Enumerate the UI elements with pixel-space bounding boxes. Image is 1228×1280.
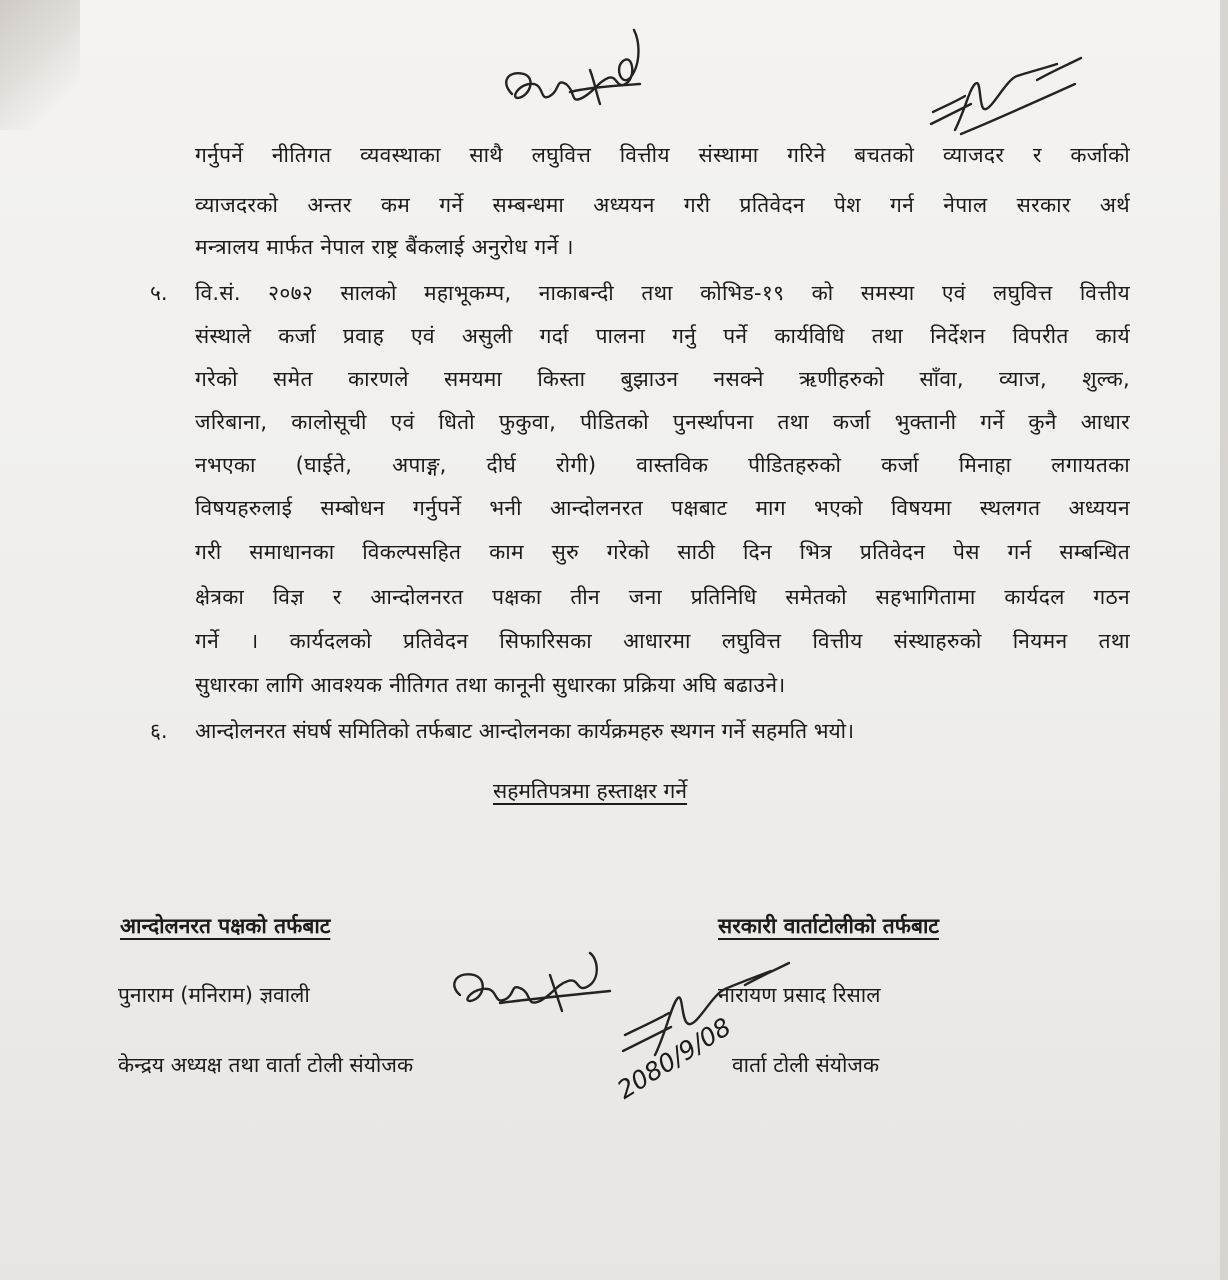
page-edge: [1220, 0, 1228, 1280]
signature-top-left: [490, 22, 660, 122]
item-line: विषयहरुलाई सम्बोधन गर्नुपर्ने भनी आन्दोलनरत पक्षबाट माग भएको विषयमा स्थलगत अध्ययन: [195, 496, 1130, 520]
item-line: जरिबाना, कालोसूची एवं धितो फुकुवा, पीडितको पुनर्स्थापना तथा कर्जा भुक्तानी गर्ने कुनै आधार: [195, 410, 1130, 434]
right-party-name: नारायण प्रसाद रिसाल: [718, 983, 881, 1007]
item-line: क्षेत्रका विज्ञ र आन्दोलनरत पक्षका तीन जना प्रतिनिधि समेतको सहभागितामा कार्यदल गठन: [195, 585, 1130, 609]
item-line: नभएका (घाईते, अपाङ्ग, दीर्घ रोगी) वास्तविक पीडितहरुको कर्जा मिनाहा लगायतका: [195, 453, 1130, 477]
item-line: सुधारका लागि आवश्यक नीतिगत तथा कानूनी सुधारका प्रक्रिया अघि बढाउने।: [195, 673, 786, 697]
right-party-title: वार्ता टोली संयोजक: [732, 1053, 880, 1077]
item-number: ६.: [150, 719, 168, 743]
paragraph-line: मन्त्रालय मार्फत नेपाल राष्ट्र बैंकलाई अनुरोध गर्ने ।: [195, 235, 574, 259]
left-party-title: केन्द्रय अध्यक्ष तथा वार्ता टोली संयोजक: [118, 1053, 414, 1077]
left-party-heading: आन्दोलनरत पक्षको तर्फबाट: [120, 914, 331, 938]
signature-left-party: [440, 945, 620, 1030]
signing-heading: सहमतिपत्रमा हस्ताक्षर गर्ने: [493, 779, 688, 803]
item-number: ५.: [150, 281, 168, 305]
item-line: वि.सं. २०७२ सालको महाभूकम्प, नाकाबन्दी तथा कोभिड-१९ को समस्या एवं लघुवित्त वित्तीय: [195, 281, 1130, 305]
item-text: आन्दोलनरत संघर्ष समितिको तर्फबाट आन्दोलनका कार्यक्रमहरु स्थगन गर्ने सहमति भयो।: [195, 719, 855, 743]
left-party-name: पुनाराम (मनिराम) ज्ञवाली: [118, 983, 310, 1007]
paragraph-line: व्याजदरको अन्तर कम गर्ने सम्बन्धमा अध्ययन गरी प्रतिवेदन पेश गर्न नेपाल सरकार अर्थ: [195, 193, 1130, 217]
page-fold-shadow: [0, 0, 80, 130]
right-party-heading: सरकारी वार्ताटोलीको तर्फबाट: [718, 914, 939, 938]
signature-top-right: [925, 50, 1095, 140]
item-line: गरेको समेत कारणले समयमा किस्ता बुझाउन नसक्ने ऋणीहरुको साँवा, व्याज, शुल्क,: [195, 367, 1130, 391]
item-line: संस्थाले कर्जा प्रवाह एवं असुली गर्दा पालना गर्नु पर्ने कार्यविधि तथा निर्देशन विपरीत कार्य: [195, 324, 1130, 348]
handwritten-date: 2080/9/08: [612, 1012, 737, 1105]
item-line: गर्ने । कार्यदलको प्रतिवेदन सिफारिसका आधारमा लघुवित्त वित्तीय संस्थाहरुको नियमन तथा: [195, 629, 1130, 653]
item-line: गरी समाधानका विकल्पसहित काम सुरु गरेको साठी दिन भित्र प्रतिवेदन पेस गर्न सम्बन्धित: [195, 540, 1130, 564]
paragraph-line: गर्नुपर्ने नीतिगत व्यवस्थाका साथै लघुवित्त वित्तीय संस्थामा गरिने बचतको व्याजदर र कर्जाको: [195, 143, 1130, 167]
